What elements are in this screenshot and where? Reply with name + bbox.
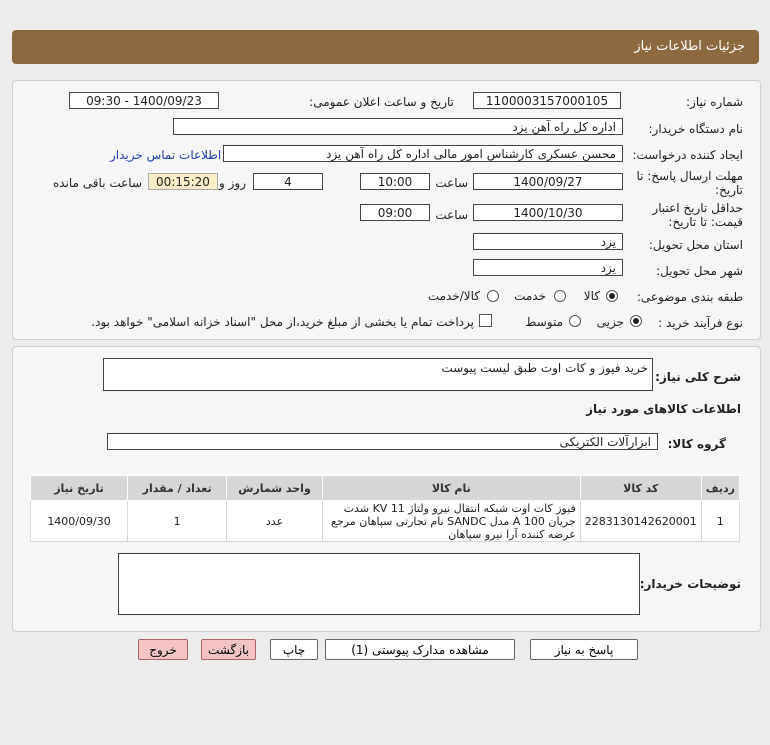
process-radio-medium[interactable] [569, 315, 581, 327]
category-option-goods: کالا [583, 289, 600, 303]
cell-row-number: 1 [701, 501, 739, 542]
deadline-date-field: 1400/09/27 [473, 173, 623, 190]
validity-label-1: حداقل تاریخ اعتبار [652, 201, 743, 215]
deadline-days-label: روز و [219, 176, 246, 190]
goods-group-field: ابزارآلات الکتریکی [107, 433, 658, 450]
header-qty: تعداد / مقدار [128, 476, 227, 501]
buyer-field: اداره کل راه آهن یزد [173, 118, 623, 135]
header-code: کد کالا [580, 476, 701, 501]
category-radio-service[interactable] [554, 290, 566, 302]
deadline-time-label: ساعت [435, 176, 468, 190]
goods-group-label: گروه کالا: [667, 437, 726, 451]
city-field: یزد [473, 259, 623, 276]
goods-section-title: اطلاعات کالاهای مورد نیاز [586, 402, 741, 416]
goods-table [30, 475, 740, 542]
province-label: استان محل تحویل: [648, 238, 743, 252]
cell-date: 1400/09/30 [31, 501, 128, 542]
exit-button[interactable]: خروج [138, 639, 188, 660]
summary-text: خرید فیوز و کات اوت طبق لیست پیوست [441, 361, 648, 375]
process-option-minor: جزیی [596, 315, 624, 329]
back-button[interactable]: بازگشت [201, 639, 256, 660]
validity-date-field: 1400/10/30 [473, 204, 623, 221]
need-number-label: شماره نیاز: [686, 95, 743, 109]
cell-qty: 1 [128, 501, 227, 542]
remaining-time-label: ساعت باقی مانده [52, 176, 142, 190]
need-number-field: 1100003157000105 [473, 92, 621, 109]
treasury-payment-checkbox[interactable] [479, 314, 492, 327]
page-header [12, 30, 759, 64]
announce-label: تاریخ و ساعت اعلان عمومی: [309, 95, 454, 109]
category-label: طبقه بندی موضوعی: [636, 290, 743, 304]
header-unit: واحد شمارش [227, 476, 323, 501]
creator-field: محسن عسکری کارشناس امور مالی اداره کل راه آهن یزد [223, 145, 623, 162]
summary-field [103, 358, 653, 391]
province-field: یزد [473, 233, 623, 250]
cell-unit: عدد [227, 501, 323, 542]
validity-label-2: قیمت: تا تاریخ: [668, 215, 743, 229]
process-radio-minor[interactable] [630, 315, 642, 327]
category-radio-goods[interactable] [606, 290, 618, 302]
deadline-label-1: مهلت ارسال پاسخ: تا [636, 169, 743, 183]
validity-time-field: 09:00 [360, 204, 430, 221]
process-label: نوع فرآیند خرید : [658, 316, 743, 330]
announce-field: 1400/09/23 - 09:30 [69, 92, 219, 109]
deadline-days-field: 4 [253, 173, 323, 190]
reply-button[interactable]: پاسخ به نیاز [530, 639, 638, 660]
header-name: نام کالا [322, 476, 580, 501]
buyer-label: نام دستگاه خریدار: [648, 122, 743, 136]
buyer-notes-field [118, 553, 640, 615]
category-radio-goods-service[interactable] [487, 290, 499, 302]
buyer-notes-label: توضیحات خریدار: [639, 577, 741, 591]
table-row [31, 501, 740, 542]
page-title: جزئیات اطلاعات نیاز [634, 39, 745, 54]
city-label: شهر محل تحویل: [656, 264, 743, 278]
cell-code: 2283130142620001 [580, 501, 701, 542]
remaining-time-field: 00:15:20 [148, 173, 218, 190]
header-row-number: ردیف [701, 476, 739, 501]
deadline-time-field: 10:00 [360, 173, 430, 190]
creator-label: ایجاد کننده درخواست: [632, 148, 743, 162]
process-option-medium: متوسط [525, 315, 563, 329]
treasury-payment-note: پرداخت تمام یا بخشی از مبلغ خرید،از محل "اسناد خزانه اسلامی" خواهد بود. [91, 315, 474, 329]
category-option-service: خدمت [514, 289, 546, 303]
summary-label: شرح کلی نیاز: [655, 370, 741, 384]
view-attachments-button[interactable]: مشاهده مدارک پیوستی (1) [325, 639, 515, 660]
cell-name: فیوز کات اوت شبکه انتقال نیرو ولتاژ KV 11 شدت جریان A 100 مدل SANDC نام تجارتی سپاهان مرجع عرضه کننده آرا نیرو سپاهان [322, 501, 580, 542]
goods-table-header [31, 476, 740, 501]
buyer-contact-link[interactable]: اطلاعات تماس خریدار [110, 148, 222, 162]
category-option-goods-service: کالا/خدمت [427, 289, 480, 303]
deadline-label-2: تاریخ: [715, 183, 743, 197]
print-button[interactable]: چاپ [270, 639, 318, 660]
validity-time-label: ساعت [435, 208, 468, 222]
header-date: تاریخ نیاز [31, 476, 128, 501]
